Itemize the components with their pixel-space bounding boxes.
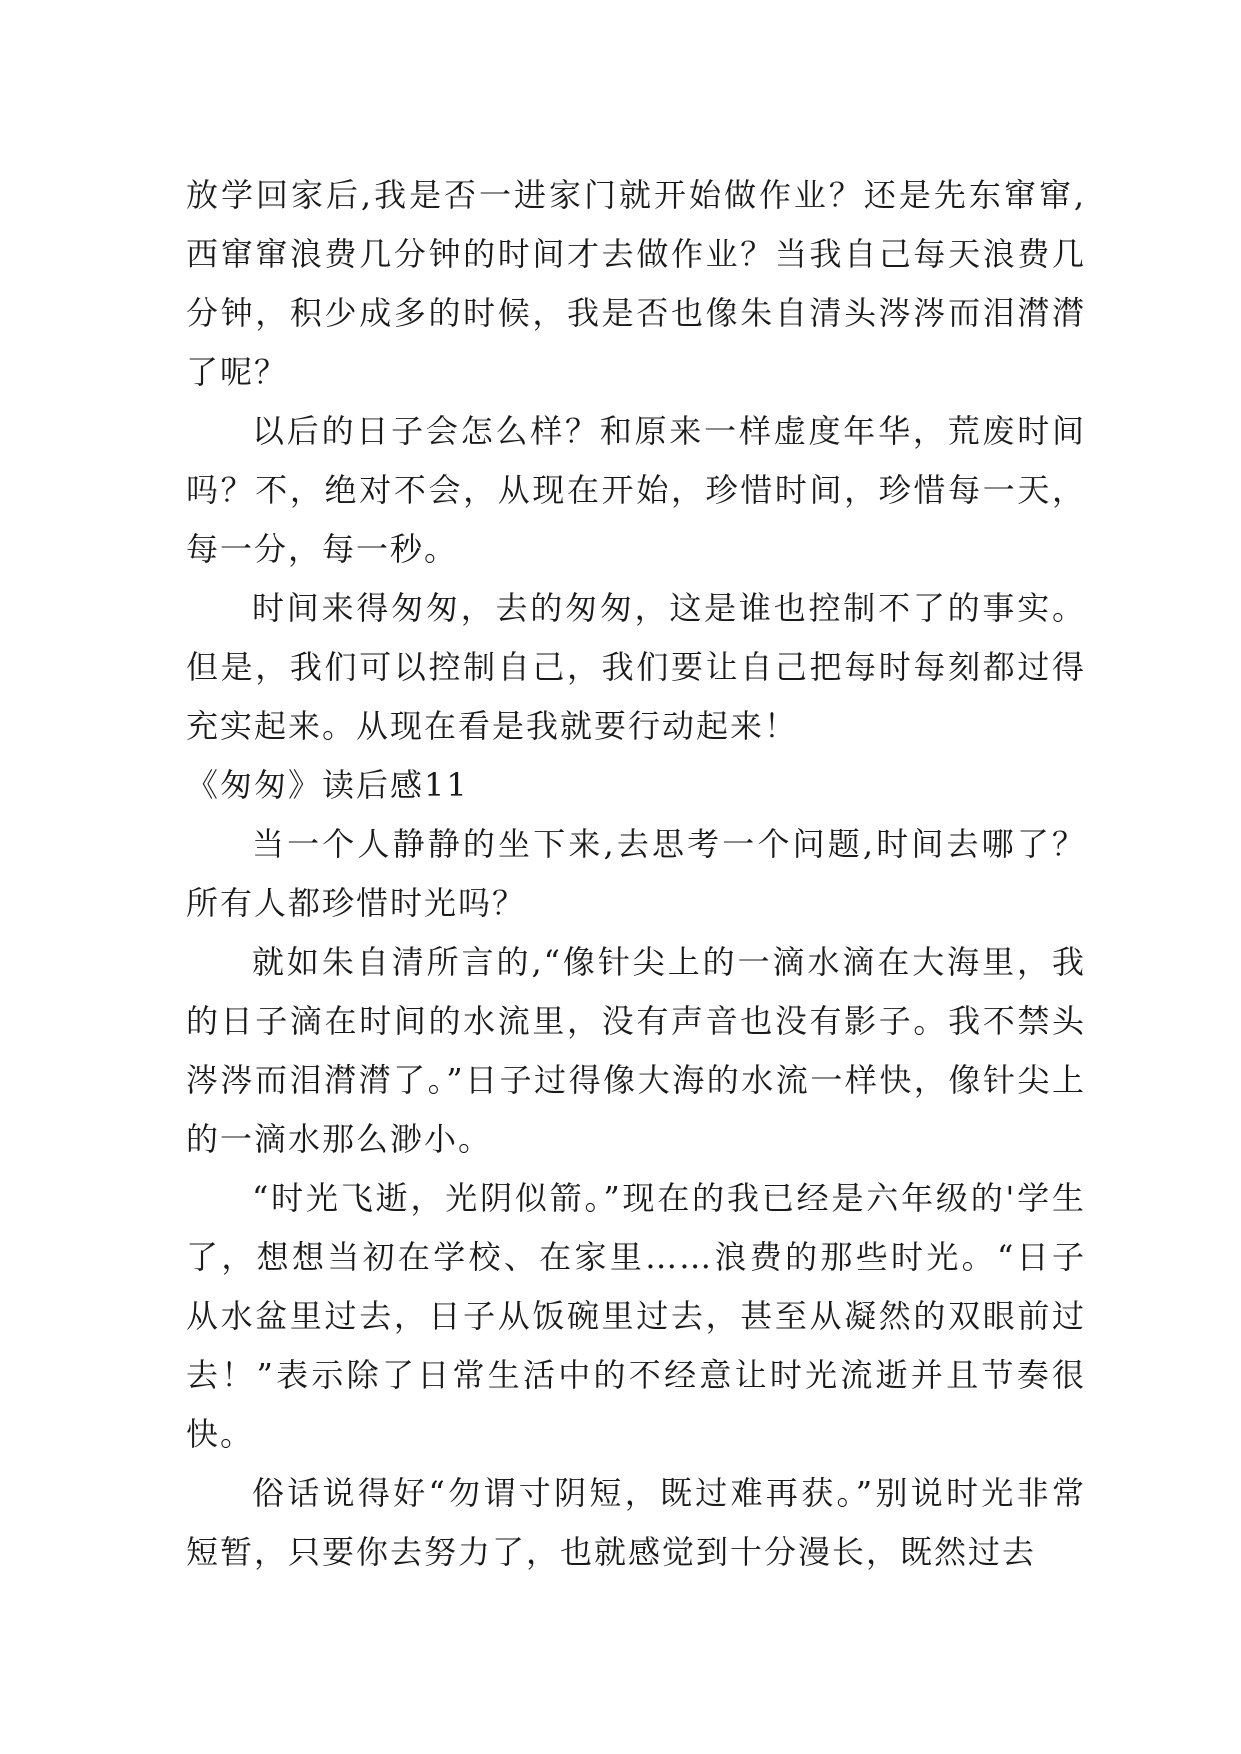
- section-heading: 《匆匆》读后感11: [186, 766, 469, 804]
- document-body: [186, 166, 1086, 1582]
- paragraph-7: 俗话说得好“勿谓寸阴短，既过难再获。”别说时光非常短暂，只要你去努力了，也就感觉到十分漫长，既然过去: [186, 1474, 1086, 1571]
- paragraph-5: 就如朱自清所言的,“像针尖上的一滴水滴在大海里，我的日子滴在时间的水流里，没有声音也没有影子。我不禁头涔涔而泪潸潸了。”日子过得像大海的水流一样快，像针尖上的一滴水那么渺小。: [186, 943, 1086, 1158]
- paragraph-4: 当一个人静静的坐下来,去思考一个问题,时间去哪了？所有人都珍惜时光吗？: [186, 825, 1086, 922]
- paragraph-3: 时间来得匆匆，去的匆匆，这是谁也控制不了的事实。但是，我们可以控制自己，我们要让自己把每时每刻都过得充实起来。从现在看是我就要行动起来！: [186, 589, 1086, 745]
- paragraph-6: “时光飞逝，光阴似箭。”现在的我已经是六年级的'学生了，想想当初在学校、在家里……浪费的那些时光。“日子从水盆里过去，日子从饭碗里过去，甚至从凝然的双眼前过去！”表示除了日常生活中的不经意让时光流逝并且节奏很快。: [186, 1179, 1086, 1453]
- paragraph-2: 以后的日子会怎么样？和原来一样虚度年华，荒废时间吗？不，绝对不会，从现在开始，珍惜时间，珍惜每一天，每一分，每一秒。: [186, 412, 1086, 568]
- paragraph-1: 放学回家后,我是否一进家门就开始做作业？还是先东窜窜,西窜窜浪费几分钟的时间才去做作业？当我自己每天浪费几分钟，积少成多的时候，我是否也像朱自清头涔涔而泪潸潸了呢？: [186, 176, 1086, 391]
